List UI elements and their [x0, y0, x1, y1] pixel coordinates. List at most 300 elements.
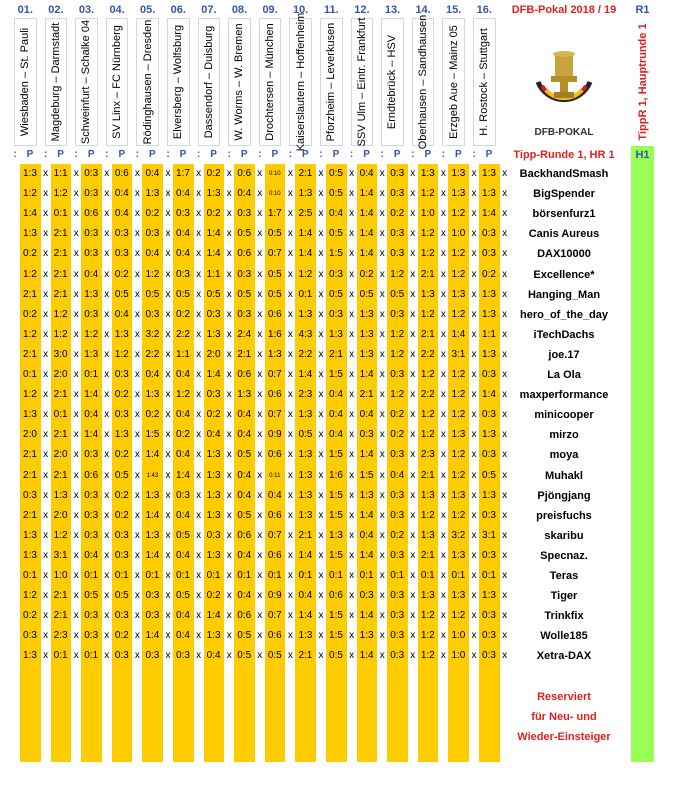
separator-x: x [73, 630, 79, 642]
match-name: Kaiserslautern – Hoffenheim [294, 12, 307, 152]
separator-x: x [349, 529, 355, 541]
separator-x: x [502, 168, 508, 179]
separator-x: x [287, 549, 293, 561]
tip-score: 0:5 [298, 429, 313, 441]
player-name[interactable]: börsenfurz1 [532, 208, 596, 221]
separator-x: x [440, 328, 446, 340]
tip-score: 0:6 [267, 389, 282, 401]
tip-score: 0:2 [390, 529, 405, 541]
separator-x: x [471, 610, 477, 622]
separator-x: x [471, 188, 477, 200]
tip-score: 1:3 [23, 650, 37, 662]
separator-x: x [502, 630, 508, 642]
tip-score: 1:2 [145, 268, 160, 280]
separator-x: x [287, 409, 293, 421]
tip-score: 0:1 [237, 570, 252, 581]
separator-x: x [440, 630, 446, 642]
tip-score: 2:0 [23, 429, 37, 441]
separator-x: x [196, 590, 202, 602]
tip-score: 1:2 [451, 449, 466, 461]
separator-x: x [287, 590, 293, 602]
separator-x: x [471, 549, 477, 561]
tip-score: 1:4 [359, 208, 374, 220]
separator-x: x [134, 188, 140, 200]
tip-score: 1:3 [23, 409, 37, 421]
match-number: 04. [109, 4, 125, 16]
separator-x: x [410, 288, 416, 300]
player-name[interactable]: Xetra-DAX [536, 650, 592, 663]
match-name: Wiesbaden – St. Pauli [19, 27, 32, 137]
separator-x: x [165, 228, 171, 240]
tip-score: 1:3 [206, 489, 221, 501]
tip-score: 3:0 [53, 348, 68, 360]
separator-x: x [410, 248, 416, 260]
separator-x: x [471, 268, 477, 280]
separator-x: x [257, 429, 263, 441]
separator-x: x [349, 630, 355, 642]
tip-score: 2:1 [53, 469, 68, 481]
separator-x: x [410, 188, 416, 200]
tip-score: 0:4 [176, 409, 190, 421]
separator-x: x [410, 509, 416, 521]
tip-score: 1:2 [420, 188, 435, 200]
separator-x: x [349, 610, 355, 622]
player-name[interactable]: Trinkfix [544, 610, 584, 623]
separator-x: x [196, 570, 202, 581]
p-label: P [393, 149, 401, 160]
separator-x: x [104, 469, 110, 481]
separator-x: x [287, 509, 293, 521]
separator-x: x [165, 509, 171, 521]
separator-x: x [471, 630, 477, 642]
separator-x: x [287, 168, 293, 179]
tip-score: 0:3 [145, 610, 160, 622]
separator-x: x [471, 248, 477, 260]
player-name[interactable]: Specnaz. [540, 549, 588, 562]
player-name[interactable]: BigSpender [533, 188, 595, 201]
separator-x: x [471, 369, 477, 380]
tip-score: 1:0 [451, 650, 466, 662]
tip-score: 2:1 [53, 590, 68, 602]
separator-x: x [471, 228, 477, 240]
separator-x: x [43, 549, 49, 561]
tip-score: 0:9 [267, 429, 282, 441]
separator-x: x [471, 328, 477, 340]
tip-score: 4:3 [298, 328, 313, 340]
tip-score: 1:4 [206, 610, 221, 622]
separator-x: x [134, 348, 140, 360]
separator-x: x [196, 489, 202, 501]
p-label: P [57, 149, 64, 160]
separator-x: x [318, 650, 324, 662]
player-name[interactable]: Muhakl [545, 469, 583, 482]
separator-x: x [73, 288, 79, 300]
separator-x: x [257, 348, 263, 360]
tip-score: 0:3 [390, 369, 405, 380]
tip-score: 0:3 [23, 630, 37, 642]
p-label: P [363, 149, 370, 160]
separator-x: x [287, 268, 293, 280]
tip-score: 0:2 [176, 429, 190, 441]
tip-score: 1:0 [420, 208, 435, 220]
separator-x: x [440, 308, 446, 320]
p-label: P [210, 149, 217, 160]
separator-x: x [165, 208, 171, 220]
separator-x: x [104, 489, 110, 501]
separator-x: x [287, 348, 293, 360]
separator-x: x [165, 650, 171, 662]
separator-x: x [379, 529, 385, 541]
separator-x: x [349, 308, 355, 320]
tip-score: 1:3 [206, 328, 221, 340]
separator-x: x [349, 590, 355, 602]
tip-score: 1:4 [359, 188, 374, 200]
separator-x: x [440, 549, 446, 561]
player-name[interactable]: Tiger [550, 590, 578, 603]
separator-x: x [410, 409, 416, 421]
player-name[interactable]: Wolle185 [540, 630, 588, 643]
separator-x: x [349, 429, 355, 441]
player-name[interactable]: Pjöngjang [537, 489, 591, 502]
match-number: 14. [415, 4, 431, 16]
separator-x: x [440, 590, 446, 602]
p-colon: : [380, 149, 384, 160]
tip-score: 0:5 [267, 650, 282, 662]
tip-score: 0:4 [206, 429, 221, 441]
separator-x: x [73, 208, 79, 220]
tip-score: 0:3 [84, 610, 99, 622]
separator-x: x [226, 348, 232, 360]
player-name[interactable]: Teras [549, 570, 579, 582]
tip-score: 0:2 [145, 208, 160, 220]
separator-x: x [43, 348, 49, 360]
tip-score: 1:2 [451, 268, 466, 280]
match-number: 13. [384, 4, 401, 16]
tip-score: 1:2 [23, 188, 37, 200]
tip-score: 1:4 [298, 369, 313, 380]
tip-score: 0:3 [390, 248, 405, 260]
tip-score: 2:0 [206, 348, 221, 360]
tip-score: 0:1 [53, 409, 68, 421]
separator-x: x [379, 208, 385, 220]
separator-x: x [318, 168, 324, 179]
separator-x: x [196, 389, 202, 401]
separator-x: x [440, 570, 446, 581]
separator-x: x [226, 509, 232, 521]
tip-score: 0:4 [237, 489, 252, 501]
separator-x: x [287, 228, 293, 240]
separator-x: x [43, 429, 49, 441]
tip-score: 0:7 [267, 248, 282, 260]
tip-score: 0:4 [329, 409, 343, 421]
separator-x: x [502, 188, 508, 200]
tip-score: 2:1 [420, 469, 435, 481]
separator-x: x [134, 389, 140, 401]
tip-score: 0:2 [114, 449, 129, 461]
separator-x: x [318, 308, 324, 320]
separator-x: x [73, 590, 79, 602]
tip-score: 1:4 [145, 630, 160, 642]
match-name: Erndtebrück – HSV [386, 34, 399, 130]
separator-x: x [226, 188, 232, 200]
tip-score: 1:4 [359, 549, 374, 561]
separator-x: x [349, 268, 355, 280]
tip-score: 2:2 [145, 348, 160, 360]
tip-score: 0:4 [114, 188, 129, 200]
tip-score: 1:4 [206, 228, 221, 240]
separator-x: x [104, 429, 110, 441]
tip-score: 1:3 [298, 630, 313, 642]
separator-x: x [165, 449, 171, 461]
tip-score: 0:7 [267, 409, 282, 421]
separator-x: x [43, 449, 49, 461]
tip-score: 2:1 [53, 288, 68, 300]
tip-score: 0:4 [329, 429, 343, 441]
tip-score: 0:5 [237, 509, 252, 521]
tip-score: 2:3 [420, 449, 435, 461]
match-name: W. Worms – W. Bremen [233, 23, 246, 141]
match-name: Drochtersen – München [264, 23, 277, 141]
separator-x: x [226, 590, 232, 602]
tip-score: 0:5 [329, 168, 343, 179]
separator-x: x [287, 630, 293, 642]
separator-x: x [318, 630, 324, 642]
separator-x: x [196, 288, 202, 300]
tip-score: 1:5 [329, 449, 343, 461]
separator-x: x [104, 288, 110, 300]
separator-x: x [104, 188, 110, 200]
player-name[interactable]: skaribu [544, 529, 584, 542]
tip-score: 1:2 [84, 328, 99, 340]
separator-x: x [440, 449, 446, 461]
player-name[interactable]: BackhandSmash [519, 168, 609, 180]
tip-score: 1:3 [298, 308, 313, 320]
tip-score: 1:5 [329, 630, 343, 642]
tip-score: 0:4 [176, 228, 190, 240]
separator-x: x [502, 328, 508, 340]
match-name: SV Linx – FC Nürnberg [111, 25, 124, 139]
separator-x: x [196, 268, 202, 280]
separator-x: x [43, 288, 49, 300]
separator-x: x [43, 509, 49, 521]
tip-score: 0:5 [237, 630, 252, 642]
separator-x: x [104, 449, 110, 461]
player-name[interactable]: mirzo [549, 429, 579, 442]
tip-score: 0:4 [176, 188, 190, 200]
tip-score: 0:3 [237, 308, 252, 320]
match-name: Magdeburg – Darmstadt [49, 22, 62, 142]
player-name[interactable]: Excellence* [533, 268, 595, 281]
separator-x: x [349, 570, 355, 581]
tip-score: 0:3 [114, 248, 129, 260]
tip-score: 0:3 [84, 188, 99, 200]
tip-score: 0:3 [482, 409, 496, 421]
p-colon: : [43, 149, 48, 160]
tip-score: 1:3 [145, 188, 160, 200]
separator-x: x [196, 630, 202, 642]
tip-score: 0:1 [329, 570, 343, 581]
separator-x: x [502, 228, 508, 240]
tip-score: 0:6 [329, 590, 343, 602]
tip-score: 0:3 [390, 630, 405, 642]
tip-score: 0:6 [84, 208, 99, 220]
separator-x: x [379, 429, 385, 441]
tip-score: 0:3 [390, 188, 405, 200]
separator-x: x [410, 308, 416, 320]
separator-x: x [134, 489, 140, 501]
tip-score: 0:3 [237, 208, 252, 220]
tip-score: 1:4 [23, 208, 37, 220]
player-name[interactable]: preisfuchs [536, 509, 592, 522]
tip-score: 1:3 [482, 188, 496, 200]
separator-x: x [257, 529, 263, 541]
tip-score: 1:2 [420, 650, 435, 662]
separator-x: x [410, 630, 416, 642]
separator-x: x [257, 228, 263, 240]
tip-score: 1:0 [451, 228, 466, 240]
separator-x: x [502, 449, 508, 461]
tip-score: 0:4 [84, 549, 99, 561]
separator-x: x [165, 389, 171, 401]
separator-x: x [104, 650, 110, 662]
tip-score: 1:2 [420, 248, 435, 260]
separator-x: x [287, 389, 293, 401]
separator-x: x [165, 469, 171, 481]
p-label: P [424, 149, 432, 160]
tip-score: 0:2 [114, 268, 129, 280]
player-name[interactable]: joe.17 [548, 348, 580, 361]
tip-score: 1:5 [329, 509, 343, 521]
separator-x: x [226, 449, 232, 461]
separator-x: x [104, 590, 110, 602]
tip-score: 1:5 [329, 610, 343, 622]
match-name: Dassendorf – Duisburg [202, 25, 215, 139]
tip-score: 1:0 [451, 630, 466, 642]
separator-x: x [471, 529, 477, 541]
tip-score: 0:5 [329, 188, 343, 200]
tip-score: 0:4 [359, 529, 374, 541]
tip-score: 1:4 [359, 509, 374, 521]
separator-x: x [471, 489, 477, 501]
separator-x: x [318, 469, 324, 481]
tip-score: 0:5 [329, 288, 343, 300]
tip-score: 0:10 [268, 171, 281, 177]
tip-score: 0:3 [145, 228, 160, 240]
tip-score: 0:6 [237, 369, 252, 380]
tip-score: 0:1 [23, 570, 37, 581]
separator-x: x [196, 409, 202, 421]
tip-score: 3:2 [451, 529, 466, 541]
player-name[interactable]: Canis Aureus [528, 228, 600, 241]
reserved-note: Reserviert [537, 690, 591, 703]
separator-x: x [471, 389, 477, 401]
separator-x: x [226, 208, 232, 220]
separator-x: x [471, 449, 477, 461]
tip-score: 0:2 [114, 509, 129, 521]
tip-score: 0:3 [114, 369, 129, 380]
match-number: 07. [201, 4, 217, 16]
separator-x: x [379, 610, 385, 622]
tip-score: 0:3 [390, 489, 405, 501]
tip-score: 0:4 [237, 590, 252, 602]
separator-x: x [73, 429, 79, 441]
player-name[interactable]: iTechDachs [533, 328, 595, 341]
separator-x: x [134, 630, 140, 642]
tip-score: 0:1 [84, 650, 99, 662]
separator-x: x [471, 469, 477, 481]
separator-x: x [318, 570, 324, 581]
separator-x: x [502, 348, 508, 360]
tip-score: 1:3 [206, 630, 221, 642]
separator-x: x [440, 469, 446, 481]
tip-score: 1:2 [420, 610, 435, 622]
tip-score: 1:3 [145, 489, 160, 501]
separator-x: x [287, 610, 293, 622]
separator-x: x [287, 188, 293, 200]
player-name[interactable]: maxperformance [519, 389, 609, 402]
player-name[interactable]: DAX10000 [537, 248, 591, 261]
match-name: Schweinfurt – Schalke 04 [80, 19, 93, 145]
player-name[interactable]: Hanging_Man [527, 288, 601, 301]
separator-x: x [257, 308, 263, 320]
tip-score: 1:3 [482, 429, 496, 441]
player-name[interactable]: hero_of_the_day [519, 308, 609, 321]
separator-x: x [134, 549, 140, 561]
tip-score: 0:3 [206, 308, 221, 320]
separator-x: x [104, 630, 110, 642]
tip-score: 1:4 [145, 549, 160, 561]
tip-score: 0:4 [329, 389, 343, 401]
tip-score: 1:4 [298, 549, 313, 561]
separator-x: x [226, 308, 232, 320]
tip-score: 0:3 [145, 650, 160, 662]
match-number: 06. [170, 4, 186, 16]
tip-score: 1:2 [451, 409, 466, 421]
separator-x: x [196, 248, 202, 260]
separator-x: x [410, 369, 416, 380]
player-name[interactable]: moya [549, 449, 579, 462]
tip-score: 0:9 [267, 590, 282, 602]
separator-x: x [134, 168, 140, 179]
match-name: Elversberg – Wolfsburg [172, 24, 185, 140]
tip-score: 0:3 [482, 630, 496, 642]
tip-score: 2:1 [420, 328, 435, 340]
separator-x: x [73, 248, 79, 260]
separator-x: x [43, 409, 49, 421]
tip-score: 2:1 [23, 348, 37, 360]
player-name[interactable]: La Ola [547, 369, 581, 381]
p-colon: : [74, 149, 78, 160]
player-name[interactable]: minicooper [534, 409, 594, 422]
tip-score: 0:6 [237, 529, 252, 541]
tip-score: 2:2 [420, 348, 435, 360]
tip-score: 0:1 [53, 650, 68, 662]
separator-x: x [349, 369, 355, 380]
tip-score: 1:3 [451, 429, 466, 441]
match-name: H. Rostock – Stuttgart [478, 28, 491, 136]
separator-x: x [257, 650, 263, 662]
separator-x: x [134, 469, 140, 481]
tip-score: 0:3 [114, 610, 129, 622]
tip-score: 1:7 [176, 168, 190, 179]
tip-score: 1:3 [206, 469, 221, 481]
tip-score: 2:1 [420, 549, 435, 561]
tip-score: 0:3 [84, 489, 99, 501]
separator-x: x [73, 449, 79, 461]
round-title: Tipp-Runde 1, HR 1 [513, 149, 615, 161]
separator-x: x [287, 308, 293, 320]
separator-x: x [379, 469, 385, 481]
